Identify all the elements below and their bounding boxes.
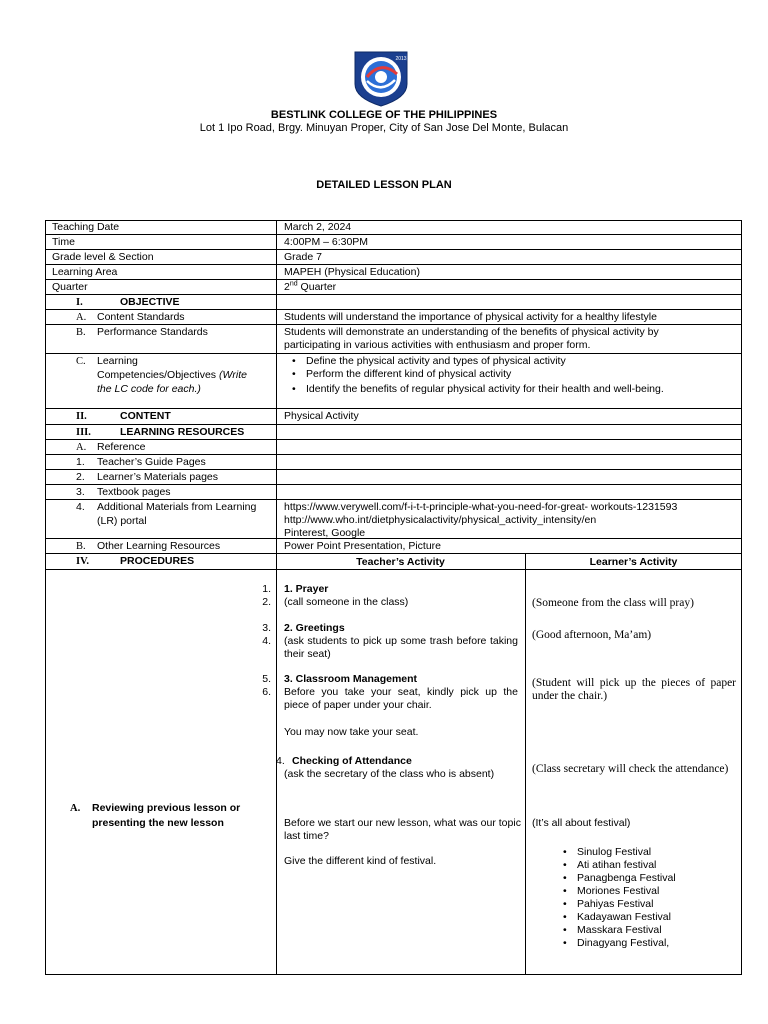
resource-item-label: Learner’s Materials pages (97, 471, 219, 483)
competencies-label-1: Learning (97, 355, 138, 367)
column-divider-2 (525, 553, 526, 975)
row-line (45, 469, 742, 470)
teaching-date-label: Teaching Date (52, 221, 120, 233)
learner-review: (It’s all about festival) (532, 817, 631, 829)
lr-link[interactable]: https://www.verywell.com/f-i-t-t-principle-what-you-need-for-great- workouts-1231593 (284, 501, 678, 513)
lr-portal-label-2: (LR) portal (97, 515, 147, 527)
attendance-title: Checking of Attendance (292, 755, 412, 767)
review-section-label-1: Reviewing previous lesson or (92, 802, 241, 814)
objective-numeral: I. (76, 297, 83, 308)
learning-area-label: Learning Area (52, 266, 118, 278)
competencies-label-2: Competencies/Objectives (Write (97, 369, 247, 381)
other-resources-label: Other Learning Resources (97, 540, 221, 552)
greetings-note: (ask students to pick up some trash before taking their seat) (284, 635, 518, 660)
grade-label: Grade level & Section (52, 251, 154, 263)
row-line (45, 454, 742, 455)
row-line (45, 234, 742, 235)
content-heading: CONTENT (120, 410, 171, 422)
logo-year: 2013 (395, 56, 407, 62)
procedures-numeral: IV. (76, 556, 89, 567)
attendance-note: (ask the secretary of the class who is absent) (284, 768, 495, 780)
resources-heading: LEARNING RESOURCES (120, 426, 245, 438)
reference-num: A. (76, 442, 87, 453)
row-line (45, 408, 742, 409)
content-text: Physical Activity (284, 410, 359, 422)
greetings-title: 2. Greetings (284, 622, 345, 634)
row-line (45, 484, 742, 485)
step-number: 4. (262, 635, 271, 647)
row-line (45, 279, 742, 280)
review-question: Before we start our new lesson, what was our topic last time? (284, 817, 521, 842)
competency-item: • Define the physical activity and types of physical activity (306, 355, 566, 368)
column-divider-1 (276, 220, 277, 975)
row-line (45, 309, 742, 310)
lr-portal-num: 4. (76, 501, 85, 513)
competency-item: • Perform the different kind of physical activity (306, 368, 511, 381)
resource-item-label: Teacher’s Guide Pages (97, 456, 206, 468)
content-standards-label: Content Standards (97, 311, 185, 323)
festival-item: • Ati atihan festival (577, 859, 656, 872)
learning-area-value: MAPEH (Physical Education) (284, 266, 420, 278)
row-line (45, 499, 742, 500)
learner-prayer: (Someone from the class will pray) (532, 597, 694, 609)
resource-item-num: 1. (76, 456, 85, 468)
learner-activity-header: Learner’s Activity (589, 556, 678, 568)
grade-value: Grade 7 (284, 251, 322, 263)
teacher-activity-header: Teacher’s Activity (356, 556, 445, 568)
row-line (45, 424, 742, 425)
school-name: BESTLINK COLLEGE OF THE PHILIPPINES (270, 109, 498, 121)
row-line (45, 324, 742, 325)
teaching-date-value: March 2, 2024 (284, 221, 352, 233)
classroom-management-title: 3. Classroom Management (284, 673, 418, 685)
review-section-label-2: presenting the new lesson (92, 817, 224, 829)
row-line (45, 538, 742, 539)
content-standards-text: Students will understand the importance of physical activity for a healthy lifestyle (284, 311, 657, 323)
festival-item: • Panagbenga Festival (577, 872, 676, 885)
learner-greeting: (Good afternoon, Ma’am) (532, 629, 652, 641)
row-line (45, 553, 742, 554)
festival-item: • Pahiyas Festival (577, 898, 653, 911)
festival-item: • Kadayawan Festival (577, 911, 671, 924)
row-line (45, 264, 742, 265)
competencies-num: C. (76, 356, 86, 367)
prayer-title: 1. Prayer (284, 583, 329, 595)
lr-source: Pinterest, Google (284, 527, 366, 539)
resources-numeral: III. (76, 427, 91, 438)
row-line (45, 353, 742, 354)
seat-note: You may now take your seat. (284, 726, 419, 738)
row-line (45, 439, 742, 440)
festival-item: • Moriones Festival (577, 885, 659, 898)
school-address: Lot 1 Ipo Road, Brgy. Minuyan Proper, City of San Jose Del Monte, Bulacan (199, 122, 569, 134)
step-number: 1. (262, 583, 271, 595)
row-line (45, 569, 742, 570)
lr-link[interactable]: http://www.who.int/dietphysicalactivity/physical_activity_intensity/en (284, 514, 597, 526)
festival-item: • Masskara Festival (577, 924, 662, 937)
content-numeral: II. (76, 411, 87, 422)
learner-classroom: (Student will pick up the pieces of paper under the chair.) (532, 677, 736, 702)
festival-item: • Dinagyang Festival, (577, 937, 669, 950)
content-standards-num: A. (76, 312, 87, 323)
festival-item: • Sinulog Festival (577, 846, 651, 859)
other-resources-text: Power Point Presentation, Picture (284, 540, 441, 552)
time-label: Time (52, 236, 75, 248)
step-number: 3. (262, 622, 271, 634)
time-value: 4:00PM – 6:30PM (284, 236, 369, 248)
row-line (45, 249, 742, 250)
step-number: 2. (262, 596, 271, 608)
row-line (45, 294, 742, 295)
step-number: 5. (262, 673, 271, 685)
classroom-management-note: Before you take your seat, kindly pick up the piece of paper under your chair. (284, 686, 518, 711)
procedures-heading: PROCEDURES (120, 555, 195, 567)
competencies-label-3: the LC code for each.) (97, 383, 201, 395)
lr-portal-label-1: Additional Materials from Learning (97, 501, 257, 513)
step-number: 6. (262, 686, 271, 698)
performance-standards-label: Performance Standards (97, 326, 208, 338)
prayer-note: (call someone in the class) (284, 596, 409, 608)
performance-standards-num: B. (76, 327, 86, 338)
reference-label: Reference (97, 441, 146, 453)
other-resources-num: B. (76, 541, 86, 552)
college-logo (343, 48, 419, 108)
competency-item: • Identify the benefits of regular physical activity for their health and well-being. (306, 383, 664, 396)
document-title: DETAILED LESSON PLAN (316, 179, 452, 191)
quarter-value: 2nd Quarter (284, 280, 337, 293)
performance-standards-text: Students will demonstrate an understanding of the benefits of physical activity by participating in various activities with enthusiasm and proper form. (284, 326, 659, 351)
resource-item-label: Textbook pages (97, 486, 171, 498)
resource-item-num: 2. (76, 471, 85, 483)
attendance-num: 4. (276, 755, 285, 767)
objective-heading: OBJECTIVE (120, 296, 180, 308)
review-section-num: A. (70, 803, 81, 814)
review-task: Give the different kind of festival. (284, 855, 437, 867)
quarter-label: Quarter (52, 281, 88, 293)
learner-attendance: (Class secretary will check the attendance) (532, 763, 729, 775)
resource-item-num: 3. (76, 486, 85, 498)
